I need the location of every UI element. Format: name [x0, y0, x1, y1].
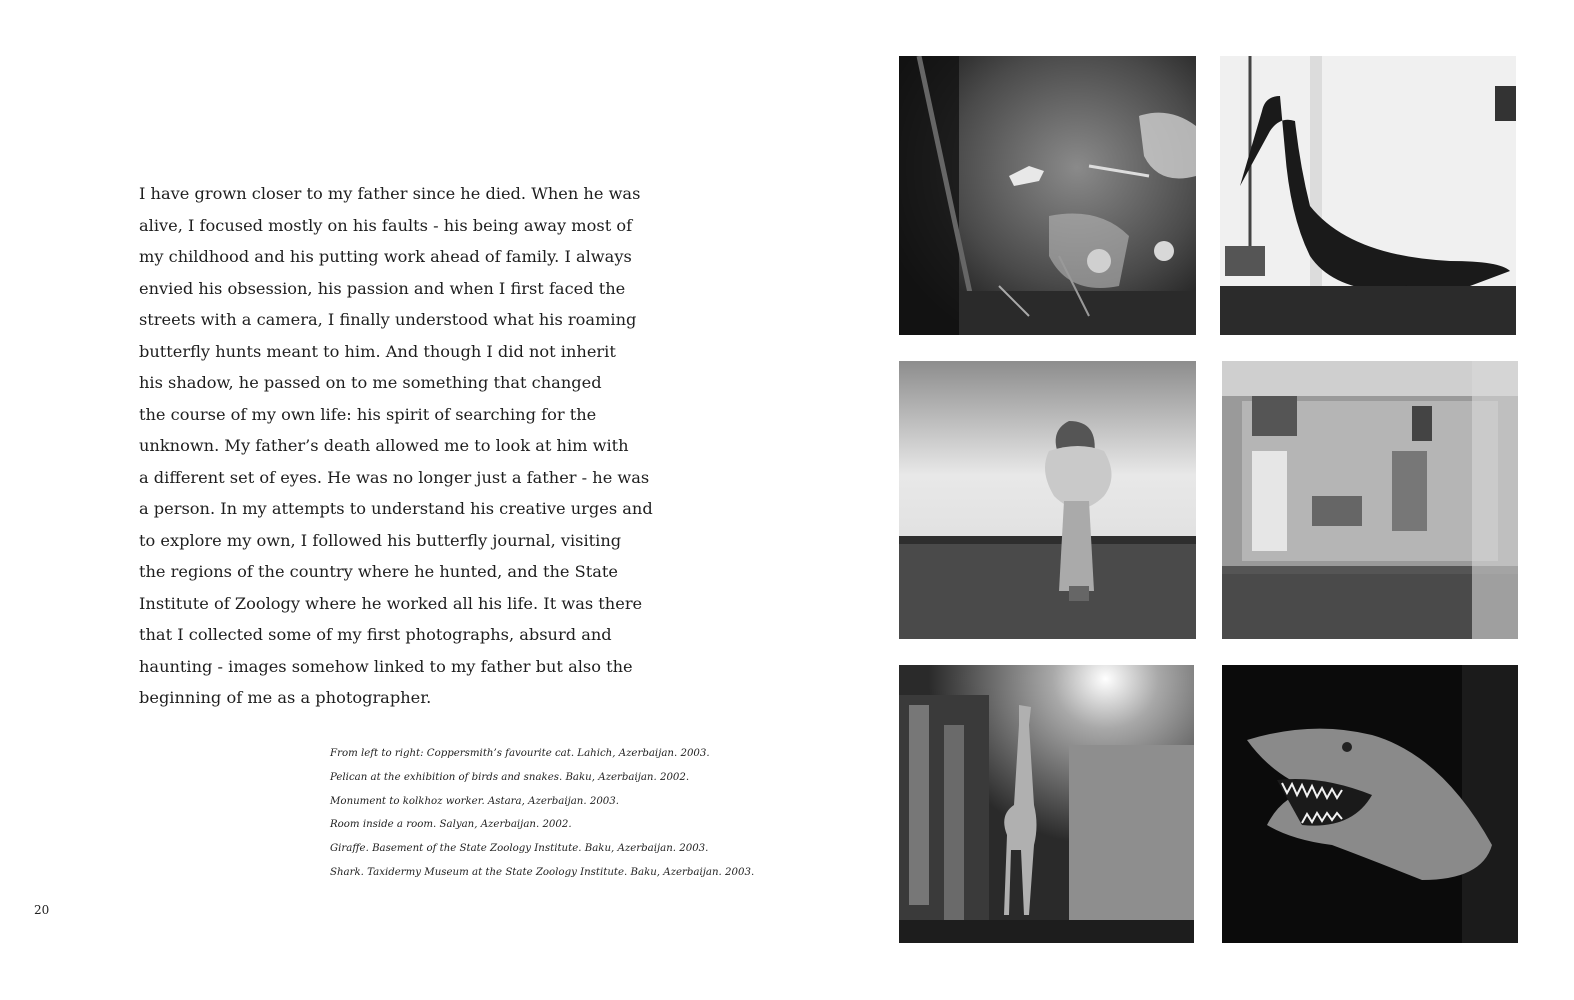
- essay-line: to explore my own, I followed his butterfly journal, visiting: [139, 530, 622, 550]
- caption-line: Giraffe. Basement of the State Zoology Institute. Baku, Azerbaijan. 2003.: [330, 843, 709, 855]
- photo-captions: [330, 742, 790, 885]
- essay-line: unknown. My father’s death allowed me to look at him with: [139, 436, 629, 455]
- essay-line: haunting - images somehow linked to my father but also the: [139, 656, 633, 676]
- essay-line: that I collected some of my first photographs, absurd and: [139, 625, 612, 644]
- essay-line: I have grown closer to my father since he died. When he was: [139, 184, 641, 203]
- essay-text: [139, 178, 653, 714]
- essay-line: alive, I focused mostly on his faults - his being away most of: [139, 215, 633, 235]
- essay-line: a person. In my attempts to understand his creative urges and: [139, 499, 653, 518]
- photo-cat-wall: [899, 56, 1196, 335]
- photo-pelican: [1220, 56, 1516, 335]
- photo-monument: [899, 361, 1196, 639]
- page-number: 20: [34, 903, 50, 917]
- photo-shark: [1222, 665, 1518, 943]
- essay-line: the regions of the country where he hunted, and the State: [139, 562, 618, 581]
- essay-line: a different set of eyes. He was no longer just a father - he was: [139, 467, 650, 487]
- caption-line: From left to right: Coppersmith’s favourite cat. Lahich, Azerbaijan. 2003.: [330, 748, 710, 759]
- caption-line: Monument to kolkhoz worker. Astara, Azerbaijan. 2003.: [330, 795, 620, 807]
- essay-line: Institute of Zoology where he worked all his life. It was there: [139, 593, 643, 613]
- caption-line: Room inside a room. Salyan, Azerbaijan. 2002.: [330, 819, 572, 831]
- essay-line: butterfly hunts meant to him. And though I did not inherit: [139, 341, 616, 361]
- essay-line: envied his obsession, his passion and when I first faced the: [139, 278, 626, 298]
- photo-giraffe: [899, 665, 1194, 943]
- photo-room: [1222, 361, 1518, 639]
- caption-line: Pelican at the exhibition of birds and snakes. Baku, Azerbaijan. 2002.: [330, 771, 690, 783]
- essay-line: streets with a camera, I finally understood what his roaming: [139, 310, 637, 329]
- essay-line: the course of my own life: his spirit of searching for the: [139, 404, 597, 424]
- essay-line: his shadow, he passed on to me something that changed: [139, 373, 602, 392]
- essay-line: beginning of me as a photographer.: [139, 688, 432, 707]
- essay-line: my childhood and his putting work ahead of family. I always: [139, 247, 632, 266]
- caption-line: Shark. Taxidermy Museum at the State Zoology Institute. Baku, Azerbaijan. 2003.: [330, 866, 755, 878]
